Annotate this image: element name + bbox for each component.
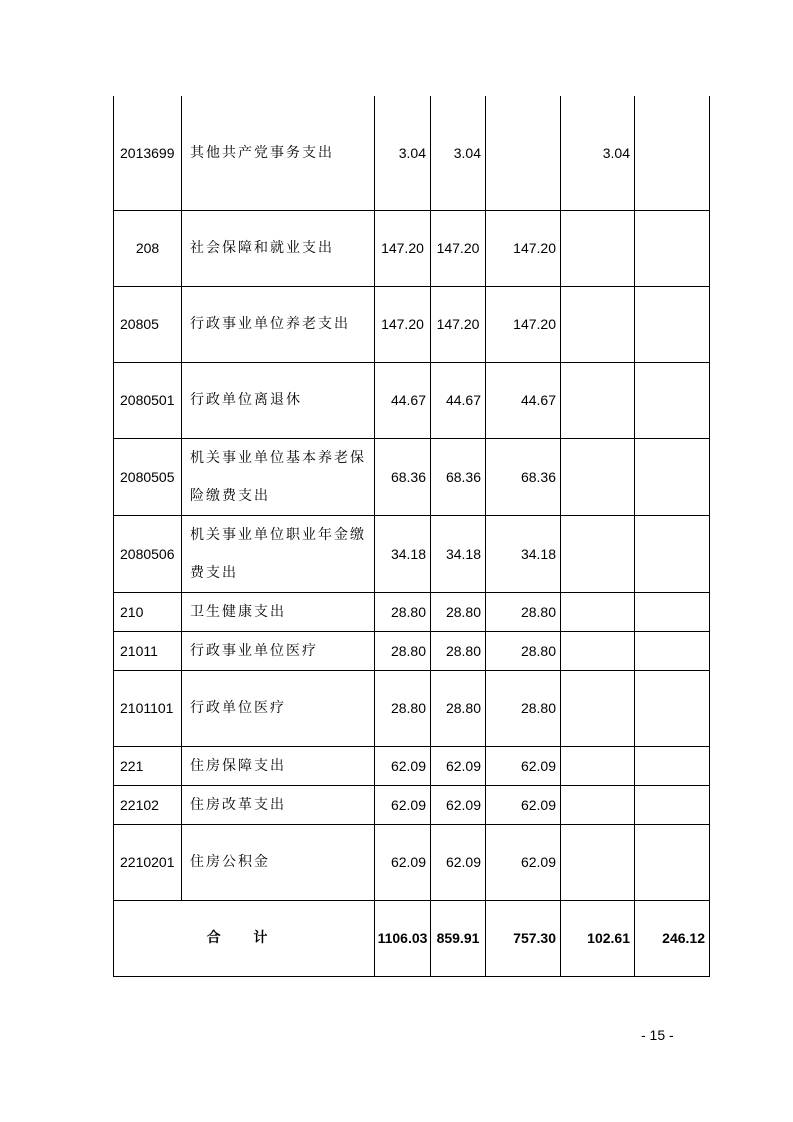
row-name: 其他共产党事务支出 — [182, 96, 375, 210]
row-name: 住房公积金 — [182, 824, 375, 900]
row-value-3: 62.09 — [486, 746, 561, 785]
row-value-2: 68.36 — [431, 438, 486, 515]
row-code: 21011 — [114, 631, 182, 670]
table-row — [114, 670, 710, 746]
row-value-5 — [635, 670, 710, 746]
row-name: 住房保障支出 — [182, 746, 375, 785]
row-code: 2210201 — [114, 824, 182, 900]
table-row — [114, 286, 710, 362]
row-code: 2080505 — [114, 438, 182, 515]
row-value-5 — [635, 592, 710, 631]
row-value-3: 34.18 — [486, 515, 561, 592]
row-value-4 — [561, 286, 635, 362]
row-value-3: 44.67 — [486, 362, 561, 438]
row-code: 2080506 — [114, 515, 182, 592]
row-name: 住房改革支出 — [182, 785, 375, 824]
row-value-3 — [486, 96, 561, 210]
row-value-3: 28.80 — [486, 670, 561, 746]
row-value-4 — [561, 438, 635, 515]
row-value-1: 28.80 — [375, 592, 431, 631]
row-value-4 — [561, 592, 635, 631]
row-name: 机关事业单位基本养老保险缴费支出 — [182, 438, 375, 515]
table-row — [114, 631, 710, 670]
row-value-1: 34.18 — [375, 515, 431, 592]
row-value-4 — [561, 670, 635, 746]
total-value-1: 1106.03 — [375, 900, 431, 976]
row-name: 机关事业单位职业年金缴费支出 — [182, 515, 375, 592]
row-value-1: 28.80 — [375, 670, 431, 746]
budget-expenditure-table — [113, 96, 710, 977]
row-value-4 — [561, 824, 635, 900]
row-name: 行政单位医疗 — [182, 670, 375, 746]
row-value-1: 62.09 — [375, 746, 431, 785]
total-label: 合 计 — [114, 900, 375, 976]
row-name: 行政单位离退休 — [182, 362, 375, 438]
row-name: 社会保障和就业支出 — [182, 210, 375, 286]
table-row — [114, 96, 710, 210]
row-code: 210 — [114, 592, 182, 631]
row-code: 22102 — [114, 785, 182, 824]
table-row — [114, 362, 710, 438]
row-value-1: 147.20 — [375, 286, 431, 362]
row-value-3: 68.36 — [486, 438, 561, 515]
row-value-2: 34.18 — [431, 515, 486, 592]
total-row — [114, 900, 710, 976]
row-value-5 — [635, 438, 710, 515]
row-value-2: 28.80 — [431, 670, 486, 746]
table-row — [114, 785, 710, 824]
row-value-4 — [561, 362, 635, 438]
row-name: 行政事业单位医疗 — [182, 631, 375, 670]
row-value-1: 62.09 — [375, 824, 431, 900]
row-value-2: 147.20 — [431, 210, 486, 286]
total-value-4: 102.61 — [561, 900, 635, 976]
row-code: 20805 — [114, 286, 182, 362]
row-value-2: 62.09 — [431, 785, 486, 824]
table-row — [114, 592, 710, 631]
table-row — [114, 824, 710, 900]
row-value-3: 147.20 — [486, 210, 561, 286]
row-code: 221 — [114, 746, 182, 785]
row-value-2: 28.80 — [431, 631, 486, 670]
table-row — [114, 515, 710, 592]
row-value-5 — [635, 631, 710, 670]
row-value-1: 147.20 — [375, 210, 431, 286]
row-name: 卫生健康支出 — [182, 592, 375, 631]
row-value-4 — [561, 515, 635, 592]
row-value-3: 62.09 — [486, 785, 561, 824]
row-code: 2101101 — [114, 670, 182, 746]
row-value-1: 44.67 — [375, 362, 431, 438]
row-value-2: 3.04 — [431, 96, 486, 210]
row-value-3: 28.80 — [486, 592, 561, 631]
table-row — [114, 746, 710, 785]
row-code: 2080501 — [114, 362, 182, 438]
page-number: - 15 - — [641, 1027, 674, 1043]
table-row — [114, 438, 710, 515]
row-code: 208 — [114, 210, 182, 286]
row-value-2: 62.09 — [431, 746, 486, 785]
row-value-5 — [635, 746, 710, 785]
total-value-3: 757.30 — [486, 900, 561, 976]
row-value-5 — [635, 210, 710, 286]
row-value-5 — [635, 785, 710, 824]
row-value-4 — [561, 210, 635, 286]
row-value-5 — [635, 286, 710, 362]
row-value-2: 147.20 — [431, 286, 486, 362]
row-value-5 — [635, 362, 710, 438]
row-value-4 — [561, 746, 635, 785]
row-name: 行政事业单位养老支出 — [182, 286, 375, 362]
row-value-5 — [635, 824, 710, 900]
row-value-3: 62.09 — [486, 824, 561, 900]
row-code: 2013699 — [114, 96, 182, 210]
row-value-2: 28.80 — [431, 592, 486, 631]
total-value-2: 859.91 — [431, 900, 486, 976]
row-value-4 — [561, 785, 635, 824]
row-value-4 — [561, 631, 635, 670]
row-value-2: 44.67 — [431, 362, 486, 438]
row-value-1: 68.36 — [375, 438, 431, 515]
table-row — [114, 210, 710, 286]
row-value-5 — [635, 96, 710, 210]
row-value-1: 3.04 — [375, 96, 431, 210]
row-value-1: 62.09 — [375, 785, 431, 824]
row-value-4: 3.04 — [561, 96, 635, 210]
row-value-1: 28.80 — [375, 631, 431, 670]
row-value-5 — [635, 515, 710, 592]
row-value-3: 28.80 — [486, 631, 561, 670]
total-value-5: 246.12 — [635, 900, 710, 976]
row-value-3: 147.20 — [486, 286, 561, 362]
row-value-2: 62.09 — [431, 824, 486, 900]
